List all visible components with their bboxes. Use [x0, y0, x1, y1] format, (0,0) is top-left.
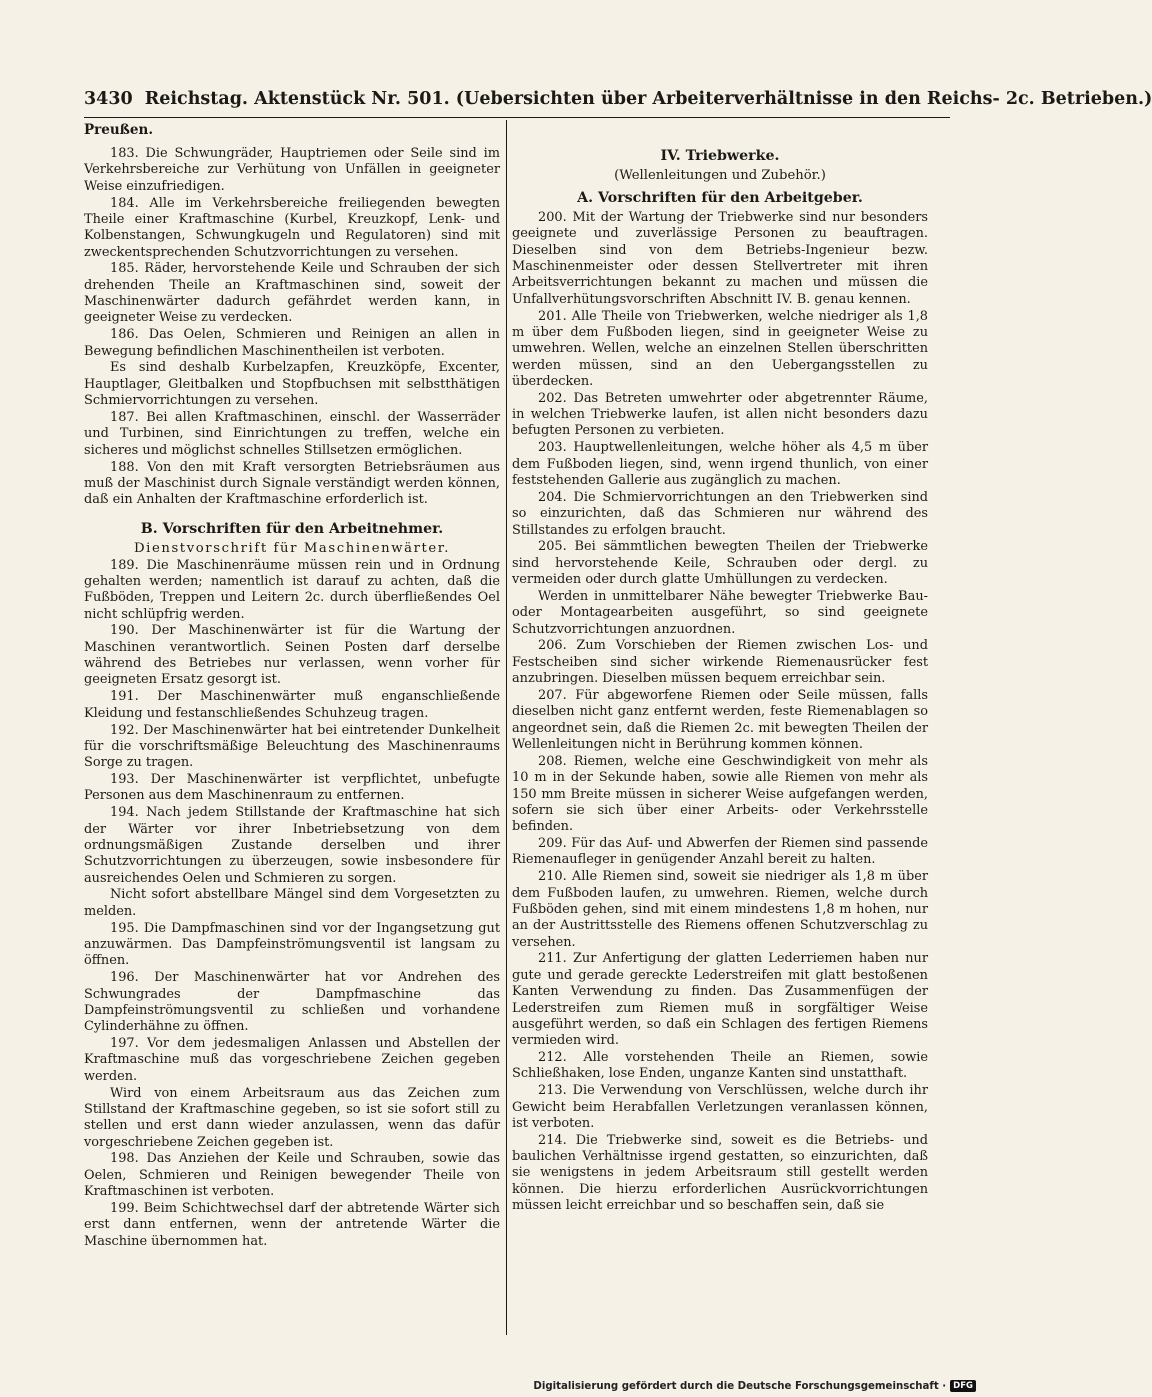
paragraph: 193. Der Maschinenwärter ist verpflichtet, unbefugte Personen aus dem Maschinenraum zu entfernen.	[84, 772, 500, 804]
paragraph: 213. Die Verwendung von Verschlüssen, welche durch ihr Gewicht beim Herabfallen Verletzungen veranlassen können, ist verboten.	[512, 1083, 928, 1131]
left-column	[84, 120, 500, 1340]
section-a-heading: A. Vorschriften für den Arbeitgeber.	[577, 190, 863, 206]
section-b-heading: B. Vorschriften für den Arbeitnehmer.	[140, 520, 444, 537]
paragraph: 190. Der Maschinenwärter ist für die Wartung der Maschinen verantwortlich. Seinen Posten darf derselbe während des Betriebes nur verlassen, wenn vorher für geeigneten Ersatz gesorgt ist.	[84, 623, 500, 688]
column-separator	[506, 120, 507, 1335]
paragraph: Wird von einem Arbeitsraum aus das Zeichen zum Stillstand der Kraftmaschine gegeben, so ist sie sofort still zu stellen und erst dann wieder anzulassen, wenn das dafür vorgeschriebene Zeichen gegeben ist.	[84, 1085, 500, 1150]
header-rule	[84, 117, 950, 118]
right-column	[512, 120, 928, 1340]
section-iv-subheading: (Wellenleitungen und Zubehör.)	[614, 168, 826, 183]
paragraph: Nicht sofort abstellbare Mängel sind dem Vorgesetzten zu melden.	[84, 887, 500, 919]
paragraph: 191. Der Maschinenwärter muß enganschließende Kleidung und festanschließendes Schuhzeug tragen.	[84, 689, 500, 721]
page-number: 3430	[84, 89, 133, 109]
paragraph: 196. Der Maschinenwärter hat vor Andrehen des Schwungrades der Dampfmaschine das Dampfeinströmungsventil zu schließen und vorhandene Cylinderhähne zu öffnen.	[84, 970, 500, 1035]
paragraph: 198. Das Anziehen der Keile und Schrauben, sowie das Oelen, Schmieren und Reinigen bewegender Theile von Kraftmaschinen ist verboten.	[84, 1151, 500, 1200]
paragraph: 194. Nach jedem Stillstande der Kraftmaschine hat sich der Wärter vor ihrer Inbetriebsetzung von dem ordnungsmäßigen Zustande derselben und ihrer Schutzvorrichtungen zu überzeugen, sowie insbesondere für ausreichendes Oelen und Schmieren zu sorgen.	[84, 805, 500, 886]
credit-text: Digitalisierung gefördert durch die Deutsche Forschungsgemeinschaft ·	[533, 1381, 947, 1392]
paragraph: 202. Das Betreten umwehrter oder abgetrennter Räume, in welchen Triebwerke laufen, ist allen nicht besonders dazu befugten Personen zu verbieten.	[512, 390, 928, 439]
paragraph: Es sind deshalb Kurbelzapfen, Kreuzköpfe, Excenter, Hauptlager, Gleitbalken und Stopfbuchsen mit selbstthätigen Schmiervorrichtungen zu versehen.	[84, 360, 500, 409]
paragraph: 204. Die Schmiervorrichtungen an den Triebwerken sind so einzurichten, daß das Schmieren nur während des Stillstandes zu erfolgen braucht.	[512, 489, 928, 538]
paragraph: 200. Mit der Wartung der Triebwerke sind nur besonders geeignete und zuverlässige Personen zu beauftragen. Dieselben sind von dem Betriebs-Ingenieur bezw. Maschinenmeister oder dessen Stellvertreter mit ihren Arbeitsverrichtungen bekannt zu machen und müssen die Unfallverhütungsvorschriften Abschnitt IV. B. genau kennen.	[512, 210, 928, 307]
paragraph: 197. Vor dem jedesmaligen Anlassen und Abstellen der Kraftmaschine muß das vorgeschriebene Zeichen gegeben werden.	[84, 1036, 500, 1084]
paragraph: 201. Alle Theile von Triebwerken, welche niedriger als 1,8 m über dem Fußboden liegen, sind in geeigneter Weise zu umwehren. Wellen, welche an einzelnen Stellen überschritten werden müssen, sind an den Uebergangsstellen zu überdecken.	[512, 308, 928, 389]
state-label: Preußen.	[84, 122, 154, 138]
section-iv-heading: IV. Triebwerke.	[660, 148, 780, 164]
digitization-credit	[533, 1379, 976, 1395]
paragraph: 186. Das Oelen, Schmieren und Reinigen an allen in Bewegung befindlichen Maschinentheilen ist verboten.	[84, 327, 500, 359]
page-header	[84, 82, 1152, 116]
paragraph: 199. Beim Schichtwechsel darf der abtretende Wärter sich erst dann entfernen, wenn der antretende Wärter die Maschine übernommen hat.	[84, 1200, 500, 1249]
paragraph: 207. Für abgeworfene Riemen oder Seile müssen, falls dieselben nicht ganz entfernt werden, feste Riemenablagen so angeordnet sein, daß die Riemen 2c. mit bewegten Theilen der Wellenleitungen nicht in Berührung kommen können.	[512, 687, 928, 752]
paragraph: 211. Zur Anfertigung der glatten Lederriemen haben nur gute und gerade gereckte Lederstreifen mit glatt bestoßenen Kanten Verwendung zu finden. Das Zusammenfügen der Lederstreifen zum Riemen muß in sorgfältiger Weise ausgeführt werden, so daß ein Schlagen des fertigen Riemens vermieden wird.	[512, 951, 928, 1049]
paragraph: 206. Zum Vorschieben der Riemen zwischen Los- und Festscheiben sind sicher wirkende Riemenausrücker fest anzubringen. Dieselben müssen bequem erreichbar sein.	[512, 638, 928, 687]
paragraph: 189. Die Maschinenräume müssen rein und in Ordnung gehalten werden; namentlich ist darauf zu achten, daß die Fußböden, Treppen und Leitern 2c. durch überfließendes Oel nicht schlüpfrig werden.	[84, 557, 500, 622]
paragraph: 214. Die Triebwerke sind, soweit es die Betriebs- und baulichen Verhältnisse irgend gestatten, so einzurichten, daß sie wenigstens in jedem Arbeitsraum still gestellt werden können. Die hierzu erforderlichen Ausrückvorrichtungen müssen leicht erreichbar und so beschaffen sein, daß sie	[512, 1132, 928, 1214]
paragraph: 192. Der Maschinenwärter hat bei eintretender Dunkelheit für die vorschriftsmäßige Beleuchtung des Maschinenraums Sorge zu tragen.	[84, 722, 500, 771]
paragraph: 183. Die Schwungräder, Hauptriemen oder Seile sind im Verkehrsbereiche zur Verhütung von Unfällen in geeigneter Weise einzufriedigen.	[84, 146, 500, 194]
paragraph: 185. Räder, hervorstehende Keile und Schrauben der sich drehenden Theile an Kraftmaschinen sind, soweit der Maschinenwärter dadurch gefährdet werden kann, in geeigneter Weise zu verdecken.	[84, 261, 500, 326]
section-b-subheading: Dienstvorschrift für Maschinenwärter.	[133, 540, 451, 556]
paragraph: Werden in unmittelbarer Nähe bewegter Triebwerke Bau- oder Montagearbeiten ausgeführt, so sind geeignete Schutzvorrichtungen anzuordnen.	[512, 588, 928, 637]
paragraph: 209. Für das Auf- und Abwerfen der Riemen sind passende Riemenaufleger in genügender Anzahl bereit zu halten.	[512, 836, 928, 868]
right-paragraphs	[512, 210, 928, 1214]
left-paragraphs-a	[84, 146, 500, 509]
left-paragraphs-b	[84, 558, 500, 1250]
paragraph: 184. Alle im Verkehrsbereiche freiliegenden bewegten Theile einer Kraftmaschine (Kurbel, Kreuzkopf, Lenk- und Kolbenstangen, Schwungkugeln und Regulatoren) sind mit zweckentsprechenden Schutzvorrichtungen zu versehen.	[84, 195, 500, 260]
paragraph: 195. Die Dampfmaschinen sind vor der Ingangsetzung gut anzuwärmen. Das Dampfeinströmungsventil ist langsam zu öffnen.	[84, 920, 500, 969]
paragraph: 187. Bei allen Kraftmaschinen, einschl. der Wasserräder und Turbinen, sind Einrichtungen zu treffen, welche ein sicheres und möglichst schnelles Stillsetzen ermöglichen.	[84, 410, 500, 458]
dfg-logo-icon: DFG	[950, 1380, 976, 1392]
paragraph: 203. Hauptwellenleitungen, welche höher als 4,5 m über dem Fußboden liegen, sind, wenn irgend thunlich, von einer feststehenden Gallerie aus zugänglich zu machen.	[512, 440, 928, 488]
paragraph: 212. Alle vorstehenden Theile an Riemen, sowie Schließhaken, lose Enden, unganze Kanten sind unstatthaft.	[512, 1050, 928, 1082]
paragraph: 188. Von den mit Kraft versorgten Betriebsräumen aus muß der Maschinist durch Signale verständigt werden können, daß ein Anhalten der Kraftmaschine erforderlich ist.	[84, 459, 500, 508]
paragraph: 210. Alle Riemen sind, soweit sie niedriger als 1,8 m über dem Fußboden laufen, zu umwehren. Riemen, welche durch Fußböden gehen, sind mit einem mindestens 1,8 m hohen, nur an der Austrittsstelle des Riemens offenen Schutzverschlag zu versehen.	[512, 869, 928, 950]
document-title: Reichstag. Aktenstück Nr. 501. (Uebersichten über Arbeiterverhältnisse in den Reichs- 2c. Betrieben.)	[144, 89, 1152, 109]
paragraph: 208. Riemen, welche eine Geschwindigkeit von mehr als 10 m in der Sekunde haben, sowie alle Riemen von mehr als 150 mm Breite müssen in sicherer Weise aufgefangen werden, sofern sie sich über einer Arbeits- oder Verkehrsstelle befinden.	[512, 753, 928, 835]
paragraph: 205. Bei sämmtlichen bewegten Theilen der Triebwerke sind hervorstehende Keile, Schrauben oder dergl. zu vermeiden oder durch glatte Umhüllungen zu verdecken.	[512, 539, 928, 588]
